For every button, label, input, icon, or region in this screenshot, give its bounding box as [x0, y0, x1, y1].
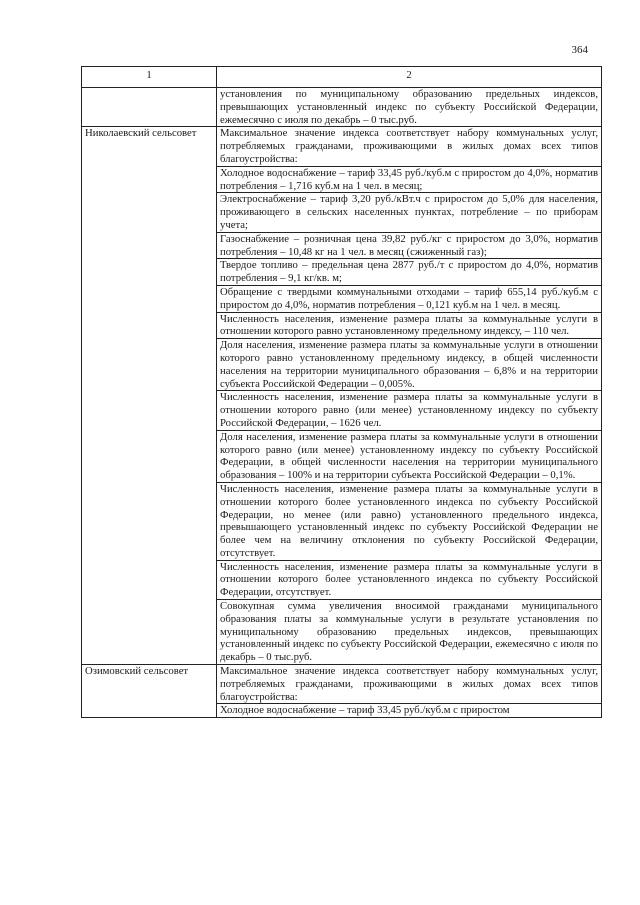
page-number: 364: [571, 44, 588, 56]
description-paragraph: Численность населения, изменение размера платы за коммунальные услуги в отношении которого более установленного индекса по субъекту Российской Федерации, отсутствует.: [217, 560, 601, 599]
description-paragraph: Численность населения, изменение размера платы за коммунальные услуги в отношении которого равно (или менее) установленному индексу по субъекту Российской Федерации, – 1626 чел.: [217, 390, 601, 429]
description-paragraph: Доля населения, изменение размера платы за коммунальные услуги в отношении которого равно (или менее) установленному индексу по субъекту Российской Федерации, в общей численности населения на территории муниципального образования – 100% и на территории субъекта Российской Федерации – 0,1%.: [217, 430, 601, 482]
municipality-cell: [82, 88, 217, 127]
description-paragraph: Холодное водоснабжение – тариф 33,45 руб./куб.м с приростом: [217, 703, 601, 717]
description-paragraph: Максимальное значение индекса соответствует набору коммунальных услуг, потребляемых гражданами, проживающими в жилых домах всех типов благоустройства:: [220, 665, 598, 703]
municipality-cell: Озимовский сельсовет: [82, 665, 217, 718]
description-paragraph: Обращение с твердыми коммунальными отходами – тариф 655,14 руб./куб.м с приростом до 4,0%, норматив потребления – 0,121 куб.м на 1 чел. в месяц.: [217, 285, 601, 312]
column-header-1: 1: [82, 67, 217, 88]
description-paragraph: Численность населения, изменение размера платы за коммунальные услуги в отношении которого равно установленному предельному индексу, – 110 чел.: [217, 312, 601, 339]
description-paragraph: Максимальное значение индекса соответствует набору коммунальных услуг, потребляемых гражданами, проживающими в жилых домах всех типов благоустройства:: [220, 127, 598, 165]
table-body: [82, 88, 602, 718]
table-row: [82, 665, 602, 718]
description-paragraph: Электроснабжение – тариф 3,20 руб./кВт.ч с приростом до 5,0% для населения, проживающего в сельских населенных пунктах, потребление – по приборам учета;: [217, 192, 601, 231]
description-cell: [217, 127, 602, 665]
data-table: [81, 66, 602, 718]
description-paragraph: Численность населения, изменение размера платы за коммунальные услуги в отношении которого более установленного индекса по субъекту Российской Федерации, но менее (или равно) установленного предельного индекса, превышающего установленный индекс по субъекту Российской Федерации не более чем на величину отклонения по субъекту Российской Федерации, отсутствует.: [217, 482, 601, 560]
description-cell: [217, 88, 602, 127]
description-paragraph: установления по муниципальному образованию предельных индексов, превышающих установленный индекс по субъекту Российской Федерации, ежемесячно с июля по декабрь – 0 тыс.руб.: [220, 88, 598, 126]
table-header-row: [82, 67, 602, 88]
description-cell: [217, 665, 602, 718]
table-row: [82, 88, 602, 127]
description-paragraph: Холодное водоснабжение – тариф 33,45 руб./куб.м с приростом до 4,0%, норматив потребления – 1,716 куб.м на 1 чел. в месяц;: [217, 166, 601, 193]
column-header-2: 2: [217, 67, 602, 88]
description-paragraph: Доля населения, изменение размера платы за коммунальные услуги в отношении которого равно установленному предельному индексу, в общей численности населения на территории муниципального образования – 6,8% и на территории субъекта Российской Федерации – 0,005%.: [217, 338, 601, 390]
description-paragraph: Совокупная сумма увеличения вносимой гражданами муниципального образования платы за коммунальные услуги в результате установления по муниципальному образованию предельных индексов, превышающих установленный индекс по субъекту Российской Федерации, ежемесячно с июля по декабрь – 0 тыс.руб.: [217, 599, 601, 664]
table-row: [82, 127, 602, 665]
municipality-cell: Николаевский сельсовет: [82, 127, 217, 665]
description-paragraph: Твердое топливо – предельная цена 2877 руб./т с приростом до 4,0%, норматив потребления – 9,1 кг/кв. м;: [217, 258, 601, 285]
description-paragraph: Газоснабжение – розничная цена 39,82 руб./кг с приростом до 3,0%, норматив потребления – 10,48 кг на 1 чел. в месяц (сжиженный газ);: [217, 232, 601, 259]
